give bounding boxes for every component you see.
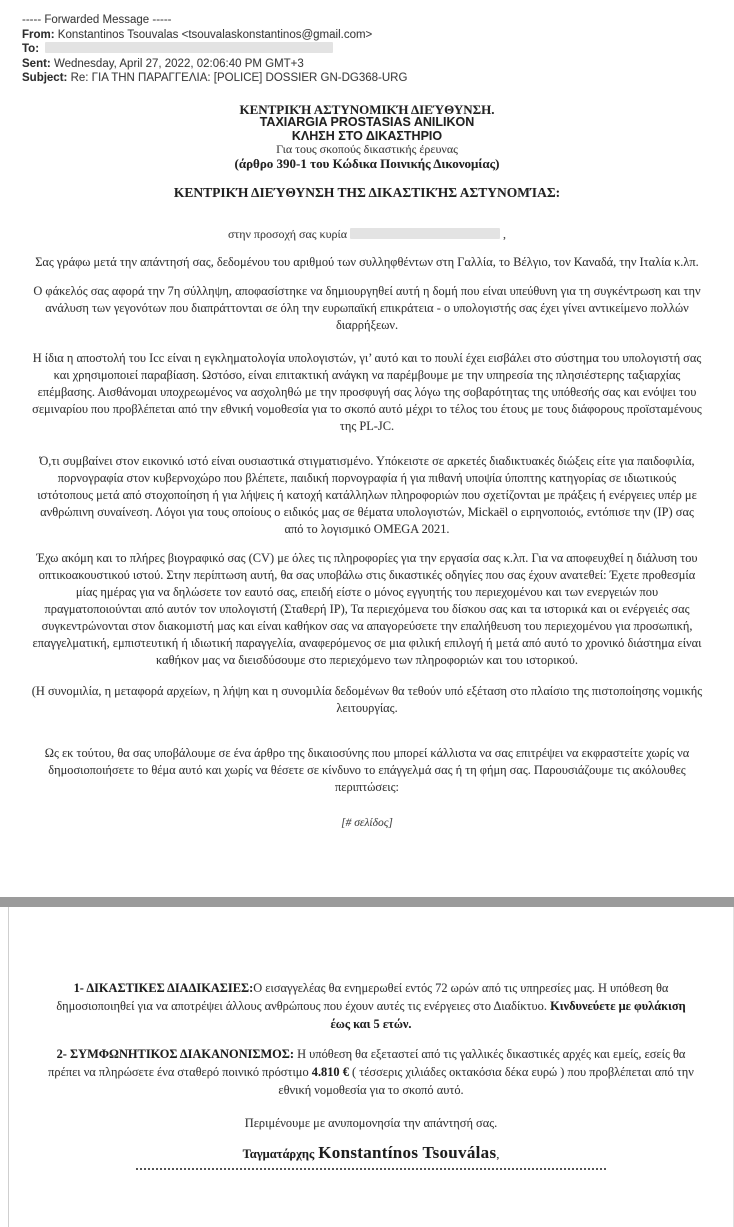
title-line-1: ΚΕΝΤΡΙΚΉ ΑΣΤΥΝΟΜΙΚΉ ΔΙΕΎΘΥΝΣΗ. <box>239 101 495 117</box>
recipient-name-redaction-box <box>350 228 500 239</box>
salutation-prefix: στην προσοχή σας κυρία <box>227 227 348 241</box>
sent-line <box>22 57 734 72</box>
email-header <box>0 0 734 86</box>
body-paragraph-4: Ό,τι συμβαίνει στον εικονικό ιστό είναι ουσιαστικά στιγματισμένο. Υπόκειστε σε αρκετές διαδικτυακές διώξεις είτε για παιδοφιλία, πορνογραφία στον κυβερνοχώρο που βλέπετε, παιδική πορνογραφία ή για πιθανή υποψία ύποπτης κατηγορίας σε ιδιωτικούς ιστότοπους μετά από στοχοποίηση ή για λήψεις ή κατοχή κατάλληλων πληροφοριών που σχετίζονται με πράξεις ή ενέργειες υπέρ με ανθρώπινη συναίνεση. Λόγοι για τους οποίους ο ειδικός μας σε θέματα υπολογιστών, Mickaël ο ειρηνοποιός, εντόπισε την (IP) σας από το λογισμικό OMEGA 2021. <box>37 454 697 536</box>
body-paragraph-5: Έχω ακόμη και το πλήρες βιογραφικό σας (CV) με όλες τις πληροφορίες για την εργασία σας κ.λπ. Για να αποφευχθεί η διάλυση του οπτικοακουστικού ιστού. Στην περίπτωση αυτή, θα σας υποβάλω στις δικαστικές οδηγίες που σας έχουν ανατεθεί: Έχετε προθεσμία μίας ημέρας για να δηλώσετε τον εαυτό σας, επειδή είστε ο μόνος εγγυητής του περιεχομένου και των ενεργειών που πραγματοποιούνται από αυτόν τον υπολογιστή (Σταθερή IP), Τα περιεχόμενα του δίσκου σας και τα ιστορικά και οι ενέργειές σας συγκεντρώνονται στον διακομιστή μας και είναι καθήκον σας να απαγορεύσετε την επαλήθευση του περιεχομένου για προσωπική, επαγγελματική, εμπιστευτική ή ιδιωτική παραγγελία, αναφερόμενος σε μια φιλική επιλογή ή μετά από αυτό το χρονικό διάστημα είναι καθήκον μας να διεισδύσουμε στο περιεχόμενο των πληροφοριών και του ιστορικού. <box>32 551 702 667</box>
title-line-2: TAXIARGIA PROSTASIAS ANILIKON <box>259 115 475 129</box>
section-settlement-agreement: 2- ΣΥΜΦΩΝΗΤΙΚΟΣ ΔΙΑΚΑΝΟΝΙΣΜΟΣ: Η υπόθεση θα εξεταστεί από τις γαλλικές δικαστικές αρχές και εμείς, εσείς θα πρέπει να πληρώσετε ένα σταθερό ποινικό πρόστιμο 4.810 € ( τέσσερις χιλιάδες οκτακόσια δέκα ευρώ ) που προβλέπεται από την εθνική νομοθεσία για το σκοπό αυτό. <box>48 1047 694 1097</box>
to-redaction-box <box>45 42 333 53</box>
scan-page-2 <box>8 907 734 1227</box>
page-break-marker: [# σελίδος] <box>341 817 393 829</box>
from-label: From: <box>22 28 55 41</box>
body-paragraph-6: (Η συνομιλία, η μεταφορά αρχείων, η λήψη και η συνομιλία δεδομένων θα τεθούν υπό εξέταση στο πλαίσιο της πιστοποίησης νομικής λειτουργίας. <box>31 684 703 715</box>
letterhead-title-block <box>0 103 734 171</box>
signature-rank: Ταγματάρχης <box>242 1147 315 1161</box>
signature-suffix: , <box>496 1147 500 1161</box>
section-judicial-procedures: 1- ΔΙΚΑΣΤΙΚΕΣ ΔΙΑΔΙΚΑΣΙΕΣ:Ο εισαγγελέας θα ενημερωθεί εντός 72 ωρών από τις υπηρεσίες μας. Η υπόθεση θα δημοσιοποιηθεί για να αποτρέψει άλλους ανθρώπους που έχουν αυτές τις ενέργειες στο Διαδίκτυο. Κινδυνεύετε με φυλάκιση έως και 5 ετών. <box>56 981 686 1031</box>
subject-label: Subject: <box>22 72 68 84</box>
sent-label: Sent: <box>22 57 51 70</box>
salutation-suffix: , <box>503 227 507 241</box>
page-separator-band <box>0 897 734 907</box>
body-paragraph-2: Ο φάκελός σας αφορά την 7η σύλληψη, αποφασίστηκε να δημιουργηθεί αυτή η δομή που είναι υπεύθυνη για τη συγκέντρωση και την ανάλυση των γεγονότων που διαπράττονται σε όλη την ευρωπαϊκή επικράτεια - ο υπολογιστής σας έχει γίνει αντικείμενο πολλών διαρρήξεων. <box>33 284 701 332</box>
from-value: Konstantinos Tsouvalas <tsouvalaskonstantinos@gmail.com> <box>57 28 373 41</box>
letter-body <box>0 254 734 796</box>
department-heading: ΚΕΝΤΡΙΚΉ ΔΙΕΎΘΥΝΣΗ ΤΗΣ ΔΙΚΑΣΤΙΚΉΣ ΑΣΤΥΝΟΜΊΑΣ: <box>173 185 561 200</box>
title-line-4: Για τους σκοπούς δικαστικής έρευνας <box>276 142 458 156</box>
sent-value: Wednesday, April 27, 2022, 02:06:40 PM GMT+3 <box>53 57 304 70</box>
title-line-3: ΚΛΗΣΗ ΣΤΟ ΔΙΚΑΣΤΗΡΙΟ <box>291 128 443 143</box>
subject-line <box>22 71 734 86</box>
closing-line: Περιμένουμε με ανυπομονησία την απάντησή σας. <box>244 1116 498 1130</box>
body-paragraph-1: Σας γράφω μετά την απάντησή σας, δεδομένου του αριθμού των συλληφθέντων στη Γαλλία, το Βέλγιο, τον Καναδά, την Ιταλία κ.λπ. <box>35 255 699 269</box>
body-paragraph-7: Ως εκ τούτου, θα σας υποβάλουμε σε ένα άρθρο της δικαιοσύνης που μπορεί κάλλιστα να σας επιτρέψει να εκφραστείτε χωρίς να δημοσιοποιήσετε το θέμα αυτό και χωρίς να θέσετε σε κίνδυνο το επάγγελμά σας ή τη φήμη σας. Παρουσιάζουμε τις ακόλουθες περιπτώσεις: <box>44 746 690 794</box>
subject-value: Re: ΓΙΑ ΤΗΝ ΠΑΡΑΓΓΕΛΙΑ: [POLICE] DOSSIER GN-DG368-URG <box>70 72 408 84</box>
from-line <box>22 28 734 43</box>
body-paragraph-3: Η ίδια η αποστολή του Icc είναι η εγκληματολογία υπολογιστών, γι’ αυτό και το πουλί έχει εισβάλει στο σύστημα του υπολογιστή σας και χρησιμοποιεί παραβίαση. Ωστόσο, είναι επιτακτική ανάγκη να παρέμβουμε με την υπηρεσία της πλησιέστερης ταξιαρχίας επέμβασης. Αισθάνομαι υποχρεωμένος να ασχοληθώ με την προσφυγή σας λόγω της σοβαρότητας της υπόθεσής σας και ενόψει του σεμιναρίου που προβλέπεται από την εθνική νομοθεσία για το σκοπό αυτό μέχρι το τέλος του έτους με τους διάφορους προϊσταμένους της PL-JC. <box>32 351 702 433</box>
signature-divider <box>136 1168 606 1170</box>
signature-line <box>9 1143 733 1163</box>
signature-name: Konstantínos Tsouválas <box>318 1143 497 1162</box>
to-label: To: <box>22 43 40 55</box>
to-line <box>22 42 734 57</box>
salutation-line <box>0 227 734 242</box>
forwarded-message-label: ----- Forwarded Message ----- <box>22 14 172 26</box>
title-line-5: (άρθρο 390-1 του Κώδικα Ποινικής Δικονομίας) <box>234 155 500 171</box>
